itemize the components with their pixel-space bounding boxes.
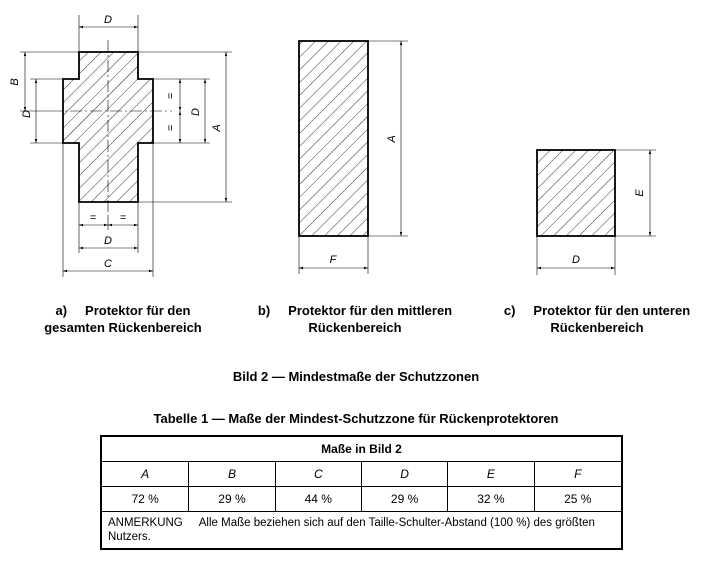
note-text: Alle Maße beziehen sich auf den Taille-Schulter-Abstand (100 %) des größten Nutzers. [108,517,595,543]
col-f: F [534,462,622,487]
col-d: D [361,462,447,487]
table-header: Maße in Bild 2 [101,436,622,462]
label-a: A [211,124,223,132]
label-eq-1: = [165,92,177,100]
cross-shape-a [50,40,172,215]
value-c: 44 % [275,487,361,512]
rectangle-b [299,41,368,236]
dimensions-table [100,435,623,550]
caption-a-line1: Protektor für den [85,303,191,318]
caption-b [240,302,470,336]
table-values-row [101,487,622,512]
caption-a-line2: gesamten Rückenbereich [44,320,202,335]
label-eq-2: = [165,124,177,132]
label-e: E [634,189,646,197]
value-f: 25 % [534,487,622,512]
caption-b-marker: b) [257,303,271,318]
table-note [101,512,622,550]
label-eq-4: = [119,212,127,224]
caption-c [488,302,706,336]
caption-b-line2: Rückenbereich [308,320,402,335]
value-a: 72 % [101,487,189,512]
label-c: C [104,258,112,270]
value-d: 29 % [361,487,447,512]
caption-a-marker: a) [55,303,68,318]
caption-a [28,302,218,336]
col-a: A [101,462,189,487]
label-f: F [329,254,337,266]
figure-title: Bild 2 — Mindestmaße der Schutzzonen [232,369,480,384]
col-b: B [189,462,275,487]
caption-c-line1: Protektor für den unteren [533,303,691,318]
value-b: 29 % [189,487,275,512]
label-d-right: D [190,108,202,116]
label-d-bottom: D [104,235,112,247]
table-columns-row [101,462,622,487]
col-e: E [448,462,534,487]
label-d-c: D [572,254,580,266]
label-d-top: D [104,14,112,26]
label-b: B [9,78,21,86]
caption-c-marker: c) [503,303,516,318]
caption-b-line1: Protektor für den mittleren [288,303,453,318]
value-e: 32 % [448,487,534,512]
caption-c-line2: Rückenbereich [550,320,644,335]
label-d-left: D [21,110,33,118]
note-label: ANMERKUNG [108,517,183,529]
label-a-b: A [386,135,398,143]
table-title: Tabelle 1 — Maße der Mindest-Schutzzone für Rückenprotektoren [153,411,559,426]
col-c: C [275,462,361,487]
rectangle-c [537,150,615,236]
label-eq-3: = [89,212,97,224]
